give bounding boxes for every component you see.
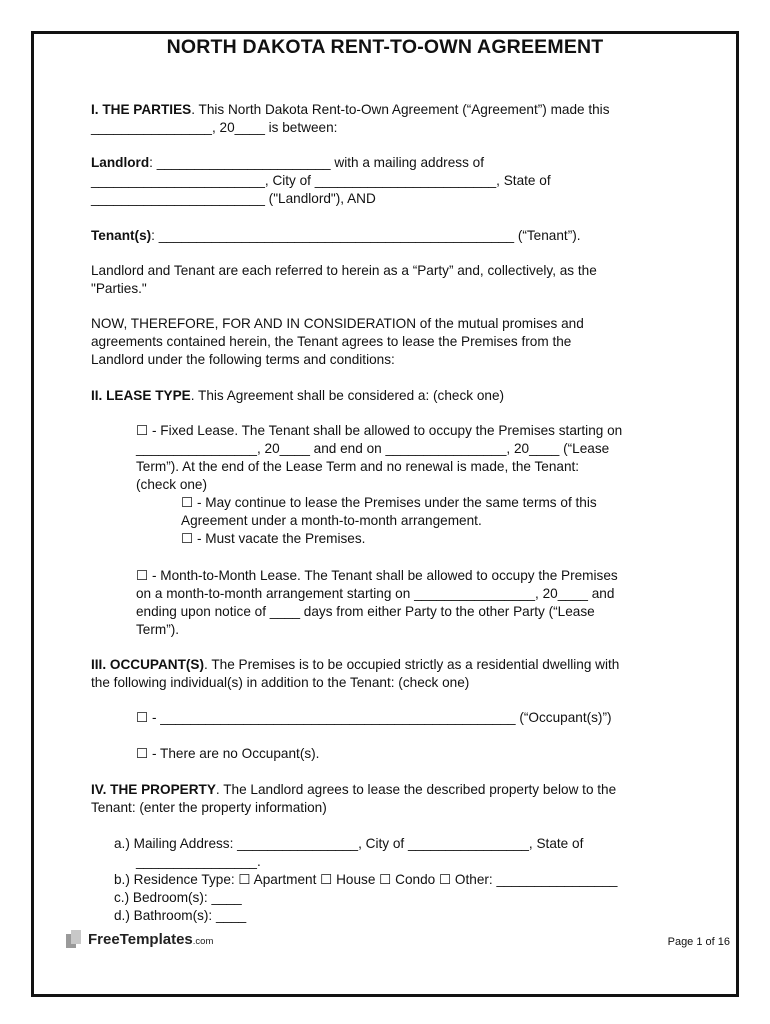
vacate-option[interactable]: ☐ - Must vacate the Premises. xyxy=(181,531,366,546)
lease-type-line xyxy=(91,387,504,405)
continue-lease-option-line-2: Agreement under a month-to-month arrangement. xyxy=(181,513,482,528)
tenant-label: Tenant(s) xyxy=(91,228,152,243)
party-definition-line-2: "Parties." xyxy=(91,281,147,296)
residence-type-line[interactable]: b.) Residence Type: ☐ Apartment ☐ House ☐ Condo ☐ Other: ________________ xyxy=(114,872,618,887)
month-to-month-line-2: on a month-to-month arrangement starting on ________________, 20____ and xyxy=(136,586,615,601)
fixed-lease-line-4: (check one) xyxy=(136,477,208,492)
lease-type-text: . This Agreement shall be considered a: (check one) xyxy=(190,388,505,403)
landlord-label: Landlord xyxy=(91,155,150,170)
landlord-line-1 xyxy=(91,154,484,172)
mailing-address-line-2: ________________. xyxy=(136,854,261,869)
occupants-heading: III. OCCUPANT(S) xyxy=(91,657,205,672)
fixed-lease-line-1[interactable]: ☐ - Fixed Lease. The Tenant shall be allowed to occupy the Premises starting on xyxy=(136,423,623,438)
month-to-month-line-4: Term”). xyxy=(136,622,180,637)
landlord-line-2: _______________________, City of ________________________, State of xyxy=(91,173,551,188)
bedrooms-line: c.) Bedroom(s): ____ xyxy=(114,890,242,905)
tenant-text: : _______________________________________________ (“Tenant”). xyxy=(151,228,581,243)
property-line-2: Tenant: (enter the property information) xyxy=(91,800,327,815)
landlord-line-3: _______________________ ("Landlord"), AND xyxy=(91,191,376,206)
occupants-option-none[interactable]: ☐ - There are no Occupant(s). xyxy=(136,746,320,761)
tenant-line xyxy=(91,227,581,245)
consideration-line-3: Landlord under the following terms and conditions: xyxy=(91,352,395,367)
mailing-address-line-1: a.) Mailing Address: ________________, City of ________________, State of xyxy=(114,836,584,851)
party-definition-line-1: Landlord and Tenant are each referred to herein as a “Party” and, collectively, as the xyxy=(91,263,597,278)
fixed-lease-line-3: Term”). At the end of the Lease Term and no renewal is made, the Tenant: xyxy=(136,459,580,474)
page-number: Page 1 of 16 xyxy=(667,936,730,948)
occupants-option-named[interactable]: ☐ - _______________________________________________ (“Occupant(s)”) xyxy=(136,710,612,725)
month-to-month-line-1[interactable]: ☐ - Month-to-Month Lease. The Tenant shall be allowed to occupy the Premises xyxy=(136,568,618,583)
occupants-text: . The Premises is to be occupied strictly as a residential dwelling with xyxy=(204,657,620,672)
continue-lease-option-line-1[interactable]: ☐ - May continue to lease the Premises under the same terms of this xyxy=(181,495,597,510)
occupants-line-1 xyxy=(91,656,619,674)
parties-line-1 xyxy=(91,101,610,119)
logo-icon xyxy=(66,930,82,948)
occupants-line-2: the following individual(s) in addition to the Tenant: (check one) xyxy=(91,675,470,690)
consideration-line-1: NOW, THEREFORE, FOR AND IN CONSIDERATION of the mutual promises and xyxy=(91,316,584,331)
parties-heading: I. THE PARTIES xyxy=(91,102,192,117)
property-text: . The Landlord agrees to lease the described property below to the xyxy=(215,782,617,797)
month-to-month-line-3: ending upon notice of ____ days from either Party to the other Party (“Lease xyxy=(136,604,595,619)
logo-text: FreeTemplates.com xyxy=(88,930,214,948)
property-line-1 xyxy=(91,781,616,799)
document-title: NORTH DAKOTA RENT-TO-OWN AGREEMENT xyxy=(166,36,604,58)
freetemplates-logo xyxy=(66,930,213,948)
parties-text: . This North Dakota Rent-to-Own Agreement (“Agreement”) made this xyxy=(191,102,610,117)
property-heading: IV. THE PROPERTY xyxy=(91,782,216,797)
fixed-lease-line-2: ________________, 20____ and end on ________________, 20____ (“Lease xyxy=(136,441,610,456)
parties-line-2: ________________, 20____ is between: xyxy=(91,120,338,135)
lease-type-heading: II. LEASE TYPE xyxy=(91,388,191,403)
consideration-line-2: agreements contained herein, the Tenant agrees to lease the Premises from the xyxy=(91,334,572,349)
landlord-text: : _______________________ with a mailing address of xyxy=(149,155,484,170)
bathrooms-line: d.) Bathroom(s): ____ xyxy=(114,908,247,923)
